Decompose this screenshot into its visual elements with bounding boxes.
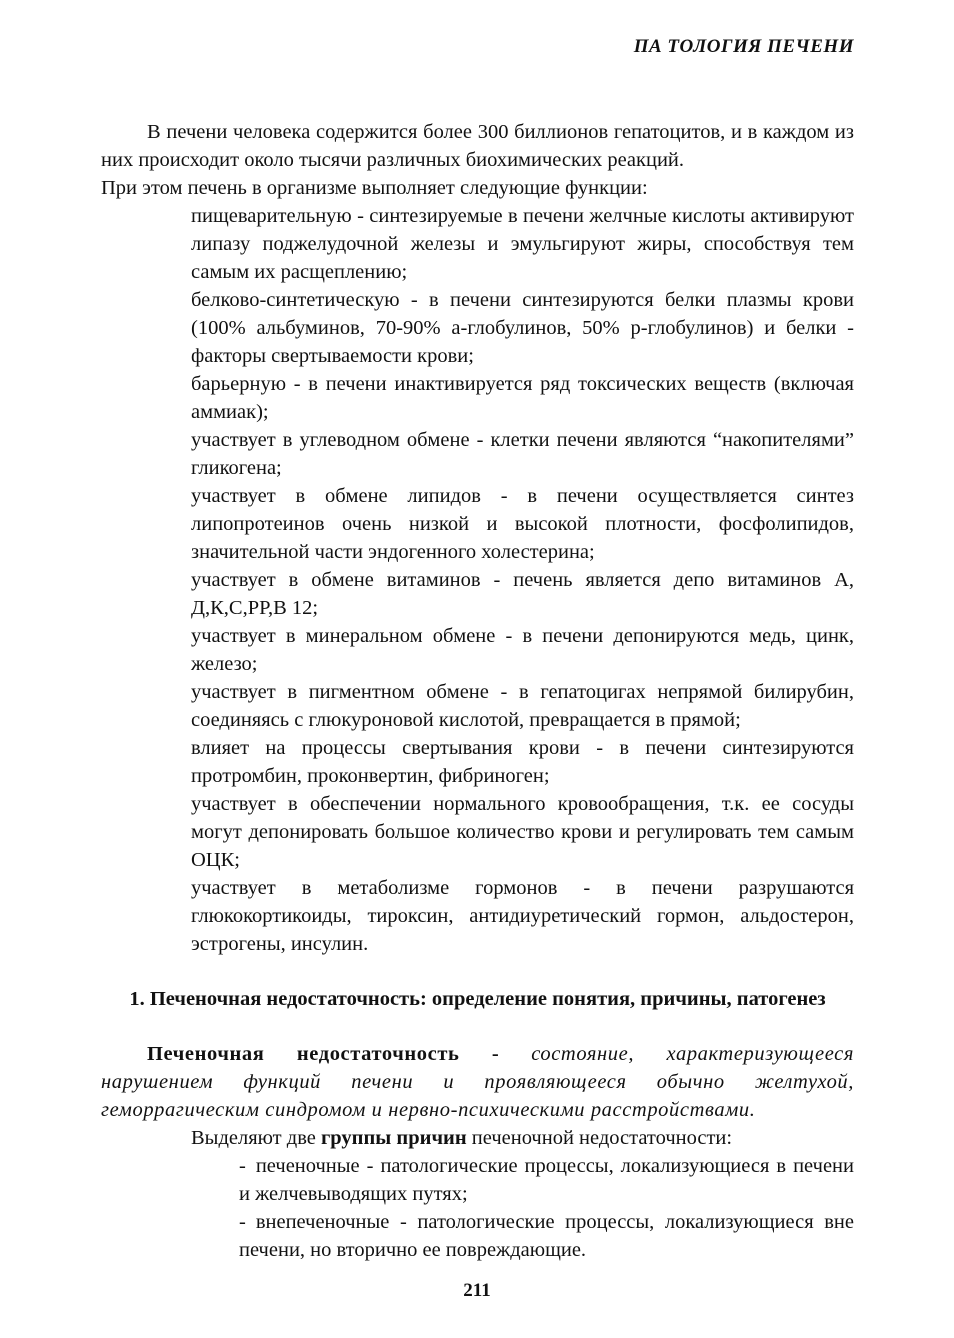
function-item: участвует в обмене липидов - в печени осуществляется синтез липопротеинов очень низкой и высокой плотности, фосфолипидов, значительной части эндогенного холестерина; xyxy=(191,485,854,563)
function-item: участвует в минеральном обмене - в печени депонируются медь, цинк, железо; xyxy=(191,625,854,675)
function-item: пищеварительную - синтезируемые в печени желчные кислоты активируют липазу поджелудочной железы и эмульгируют жиры, способствуя тем самым их расщеплению; xyxy=(191,205,854,283)
dash-marker: - xyxy=(239,1155,246,1177)
intro-paragraph: В печени человека содержится более 300 биллионов гепатоцитов, и в каждом из них происходит около тысячи различных биохимических реакций. xyxy=(101,121,854,171)
cause-item xyxy=(239,1208,854,1264)
causes-bold-text: группы причин xyxy=(320,1127,467,1149)
cause-text: печеночные - патологические процессы, локализующиеся в печени и желчевыводящих путях; xyxy=(239,1155,854,1205)
causes-tail-text: печеночной недостаточности: xyxy=(471,1127,733,1149)
section-heading: 1. Печеночная недостаточность: определение понятия, причины, патогенез xyxy=(129,988,826,1010)
cause-text: внепеченочные - патологические процессы, локализующиеся вне печени, но вторично ее повреждающие. xyxy=(239,1211,854,1261)
function-item: участвует в обмене витаминов - печень является депо витаминов А, Д,К,С,РР,В 12; xyxy=(191,569,854,619)
causes-lead xyxy=(191,1124,732,1152)
function-item: белково-синтетическую - в печени синтезируются белки плазмы крови (100% альбуминов, 70-90% а-глобулинов, 50% р-глобулинов) и белки - факторы свертываемости крови; xyxy=(191,289,854,367)
functions-list xyxy=(191,202,854,958)
function-item: влияет на процессы свертывания крови - в печени синтезируются протромбин, проконвертин, фибриноген; xyxy=(191,737,854,787)
causes-lead-text: Выделяют две xyxy=(191,1127,316,1149)
function-item: участвует в обеспечении нормального кровообращения, т.к. ее сосуды могут депонировать большое количество крови и регулировать тем самым ОЦК; xyxy=(191,793,854,871)
definition-text: состояние, характеризующееся нарушением функций печени и проявляющееся обычно желтухой, геморрагическим синдромом и нервно-психическими расстройствами. xyxy=(101,1043,854,1121)
running-header: ПА ТОЛОГИЯ ПЕЧЕНИ xyxy=(633,36,854,57)
function-item: участвует в метаболизме гормонов - в печени разрушаются глюкокортикоиды, тироксин, антидиуретический гормон, альдостерон, эстрогены, инсулин. xyxy=(191,877,854,955)
dash-marker: - xyxy=(239,1211,246,1233)
function-item: участвует в углеводном обмене - клетки печени являются “накопителями” гликогена; xyxy=(191,429,854,479)
function-item: барьерную - в печени инактивируется ряд токсических веществ (включая аммиак); xyxy=(191,373,854,423)
causes-list xyxy=(239,1152,854,1264)
definition-term: Печеночная недостаточность - xyxy=(147,1043,500,1065)
function-item: участвует в пигментном обмене - в гепатоцигах непрямой билирубин, соединяясь с глюкуроновой кислотой, превращается в прямой; xyxy=(191,681,854,731)
page-number: 211 xyxy=(463,1280,491,1301)
cause-item xyxy=(239,1152,854,1208)
intro-section xyxy=(101,118,854,202)
definition-paragraph xyxy=(101,1040,854,1124)
functions-lead: При этом печень в организме выполняет следующие функции: xyxy=(101,177,648,199)
